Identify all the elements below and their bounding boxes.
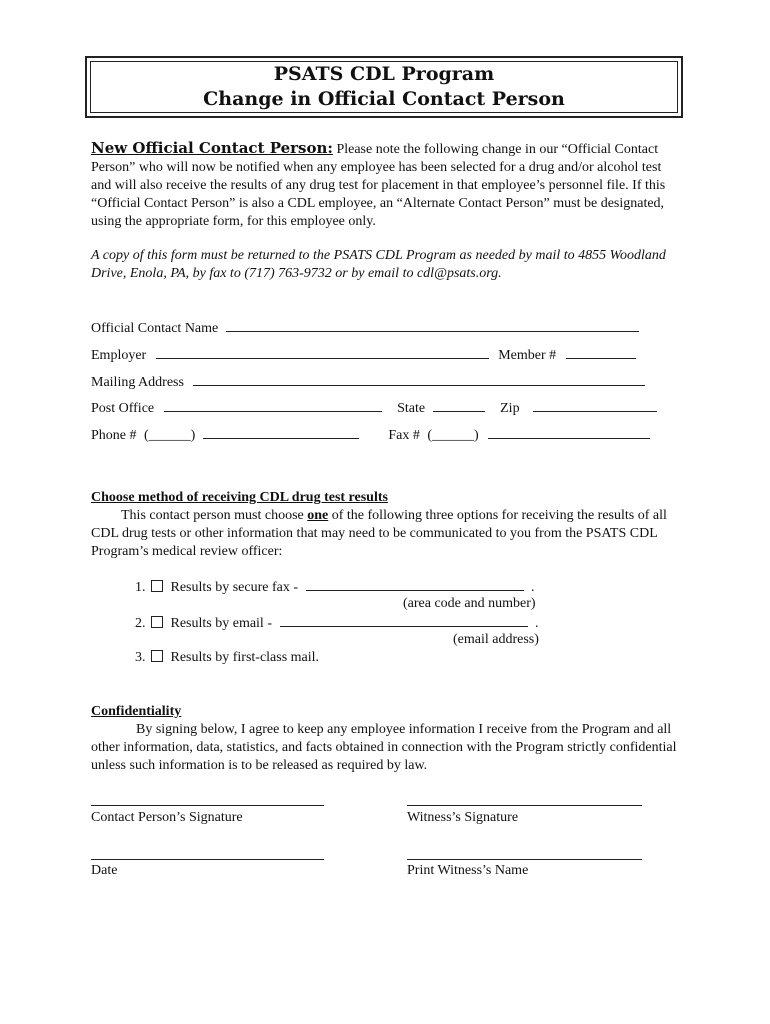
official-contact-name-label: Official Contact Name <box>91 321 219 336</box>
confidentiality-body: By signing below, I agree to keep any employee information I receive from the Program and all other information, data, statistics, and facts obtained in connection with the Program strictly confidential unless such information is to be released as required by law. <box>91 722 677 773</box>
method-heading: Choose method of receiving CDL drug test results <box>91 490 388 505</box>
fax-checkbox[interactable] <box>151 580 163 592</box>
email-checkbox[interactable] <box>151 616 163 628</box>
form-subtitle: Change in Official Contact Person <box>203 88 565 110</box>
post-office-field[interactable] <box>164 398 382 412</box>
option-email: 2. Results by email - . <box>135 613 539 633</box>
option-number: 3. <box>135 650 146 665</box>
date-label: Date <box>91 863 118 878</box>
method-intro-emphasis: one <box>307 508 329 523</box>
print-witness-label: Print Witness’s Name <box>407 863 529 878</box>
employer-field[interactable] <box>156 345 489 359</box>
phone-fax-row <box>91 425 650 445</box>
date-line[interactable] <box>91 859 324 860</box>
mail-checkbox[interactable] <box>151 650 163 662</box>
official-contact-name-field[interactable] <box>226 318 639 332</box>
fax-area-code[interactable]: (______) <box>427 428 479 443</box>
return-note: A copy of this form must be returned to the PSATS CDL Program as needed by mail to 4855 Woodland Drive, Enola, PA, by fax to (717) 763-9732 or by email to cdl@psats.org. <box>91 248 666 281</box>
option-label: Results by email - <box>170 616 272 631</box>
print-witness-line[interactable] <box>407 859 642 860</box>
contact-signature-line[interactable] <box>91 805 324 806</box>
fax-hint: (area code and number) <box>403 596 536 611</box>
employer-label: Employer <box>91 348 147 363</box>
mailing-address-row <box>91 372 645 392</box>
option-fax: 1. Results by secure fax - . <box>135 577 535 597</box>
email-hint: (email address) <box>453 632 539 647</box>
method-intro <box>91 507 681 561</box>
zip-field[interactable] <box>533 398 657 412</box>
option-label: Results by first-class mail. <box>170 650 320 665</box>
intro-body: Please note the following change in our “Official Contact Person” who will now be notified when any employee has been selected for a drug and/or alcohol test and will also receive the results of any drug test for placement in that employee’s personnel file. If this “Official Contact Person” is also a CDL employee, an “Alternate Contact Person” must be designated, using the appropriate form, for this employee only. <box>91 142 666 229</box>
phone-label: Phone # <box>91 428 137 443</box>
phone-area-code[interactable]: (______) <box>144 428 196 443</box>
option-label: Results by secure fax - <box>170 580 299 595</box>
employer-row <box>91 345 636 365</box>
method-intro-post: of the following three options for receiving the results of all CDL drug tests or other information that may need to be communicated to you from the PSATS CDL Program’s medical review officer: <box>91 508 667 559</box>
option-number: 2. <box>135 616 146 631</box>
zip-label: Zip <box>500 401 520 416</box>
phone-field[interactable] <box>203 425 359 439</box>
witness-signature-label: Witness’s Signature <box>407 810 519 825</box>
fax-number-field[interactable] <box>306 577 524 591</box>
method-intro-pre: This contact person must choose <box>121 508 308 523</box>
mailing-address-label: Mailing Address <box>91 375 184 390</box>
option-number: 1. <box>135 580 146 595</box>
member-field[interactable] <box>566 345 636 359</box>
intro-heading: New Official Contact Person: <box>91 139 333 157</box>
post-office-row <box>91 398 657 418</box>
state-label: State <box>397 401 426 416</box>
official-contact-name-row <box>91 318 639 338</box>
email-address-field[interactable] <box>280 613 528 627</box>
witness-signature-line[interactable] <box>407 805 642 806</box>
confidentiality-heading: Confidentiality <box>91 704 182 719</box>
contact-signature-label: Contact Person’s Signature <box>91 810 243 825</box>
fax-label: Fax # <box>388 428 420 443</box>
state-field[interactable] <box>433 398 485 412</box>
mailing-address-field[interactable] <box>193 372 645 386</box>
title-box <box>85 56 683 118</box>
intro-paragraph <box>91 139 681 231</box>
member-label: Member # <box>498 348 557 363</box>
form-title: PSATS CDL Program <box>273 63 495 85</box>
fax-field[interactable] <box>488 425 650 439</box>
post-office-label: Post Office <box>91 401 155 416</box>
option-mail <box>135 649 319 667</box>
